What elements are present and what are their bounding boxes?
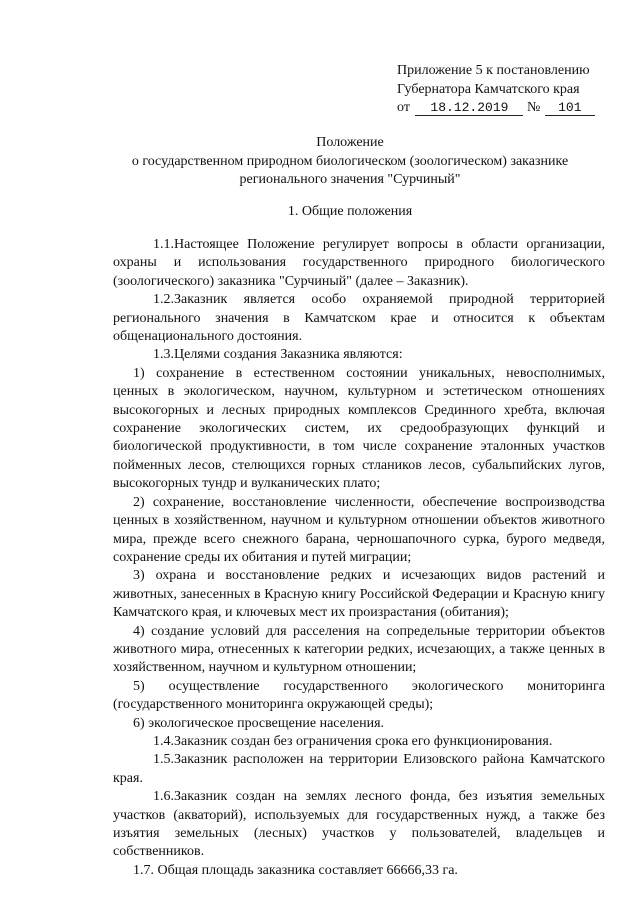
appendix-line-2: Губернатора Камчатского края [397,81,580,97]
list-item-text: 2) сохранение, восстановление численности, обеспечение воспроизводства ценных в хозяйственном, научном и культурном отношении объектов животного мира, прежде всего снежного барана, черношапочного сурка, бурого медведя, сохранение среды их обитания и путей миграции; [113,494,605,565]
paragraph-text: Целями создания Заказника являются: [174,347,403,363]
appendix-signature-line [397,99,627,118]
resolution-number: 101 [545,101,595,116]
paragraph-number: 1.3. [153,347,174,363]
list-item-text: 3) охрана и восстановление редких и исчезающих видов растений и животных, занесенных в Красную книгу Российской Федерации и Красную книгу Камчатского края, и ключевых мест их произрастания (обитания); [113,568,605,621]
paragraph-number: 1.1. [153,237,174,252]
section-heading: 1. Общие положения [287,204,413,219]
paragraph-number: 1.2. [153,292,174,308]
paragraph-text: Заказник создан на землях лесного фонда, без изъятия земельных участков (акваторий), используемых для государственных нужд, а также без изъятия земельных (лесных) участков у пользователей, владельцев и собственников. [113,789,605,860]
list-item-text: 1) сохранение в естественном состоянии уникальных, невосполнимых, ценных в экологическом, научном, культурном и эстетическом отношениях высокогорных и лесных природных комплексов Срединного хребта, включая сохранение экологических систем, их средообразующих функций и биологической продуктивности, в том числе сохранение эталонных участков пойменных лесов, стелющихся горных стлаников лесов, субальпийских лугов, высокогорных тундр и вулканических плато; [113,365,605,492]
paragraph [113,346,605,364]
list-item-text: 4) создание условий для расселения на сопредельные территории объектов животного мира, отнесенных к категории редких, исчезающих, а также ценных в хозяйственном, научном и культурном отношении; [113,623,605,676]
paragraph [113,733,605,751]
title-line-3: регионального значения "Сурчиный" [239,172,461,187]
appendix-line-1: Приложение 5 к постановлению [397,63,590,78]
paragraph-number: 1.5. [153,752,174,768]
title-line-2: о государственном природном биологическом (зоологическом) заказнике [131,153,569,169]
appendix-header [397,62,627,118]
from-label: от [397,100,410,115]
paragraph [113,862,605,880]
paragraph [113,291,605,346]
list-item-text: 6) экологическое просвещение населения. [133,715,385,731]
list-item [113,623,605,678]
paragraph-text: Заказник является особо охраняемой природной территорией регионального значения в Камчатском крае и относится к объектам общенационального достояния. [113,292,605,345]
list-item [113,365,605,494]
list-item [113,567,605,622]
paragraph-text: Заказник создан без ограничения срока его функционирования. [174,733,553,749]
document-title [60,134,640,190]
paragraph [113,751,605,788]
number-label: № [526,100,541,115]
paragraph-number: 1.4. [153,733,174,749]
paragraph-text: 1.7. Общая площадь заказника составляет 66666,33 га. [133,862,458,878]
paragraph-text: Настоящее Положение регулирует вопросы в области организации, охраны и использования государственного природного биологического (зоологического) заказника "Сурчиный" (далее – Заказник). [113,237,605,289]
list-item-text: 5) осуществление государственного экологического мониторинга (государственного мониторинга окружающей среды); [113,678,605,713]
paragraph [113,236,605,291]
paragraph [113,788,605,862]
list-item [113,494,605,568]
title-line-1: Положение [316,135,384,150]
document-body [113,236,605,880]
resolution-date: 18.12.2019 [415,101,523,116]
list-item [113,678,605,715]
paragraph-number: 1.6. [153,789,174,805]
paragraph-text: Заказник расположен на территории Елизовского района Камчатского края. [113,752,605,786]
list-item [113,715,605,733]
